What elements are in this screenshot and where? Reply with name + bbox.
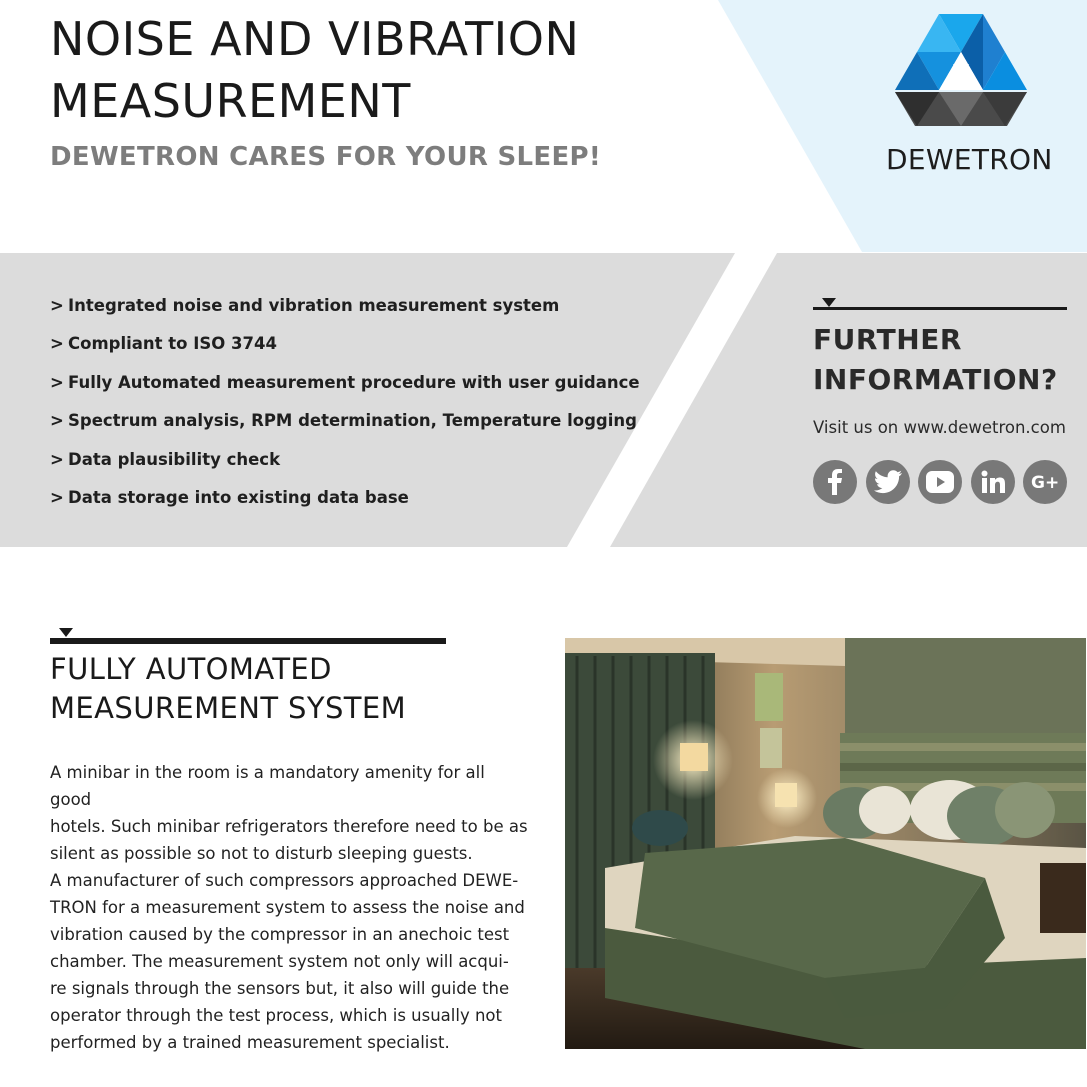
paragraph-intro: A minibar in the room is a mandatory amenity for all good hotels. Such minibar refrigerators therefore need to be as silent as possible so not to disturb sleeping guests. <box>50 763 528 863</box>
brand-name: DEWETRON <box>886 143 1053 176</box>
list-marker: > <box>50 372 64 392</box>
list-item: > Data plausibility check <box>50 447 640 485</box>
page-title <box>50 8 690 132</box>
section-rule <box>50 638 446 644</box>
social-links <box>813 460 1067 504</box>
svg-text:G+: G+ <box>1031 473 1060 492</box>
list-item: > Spectrum analysis, RPM determination, Temperature logging <box>50 408 640 446</box>
paragraph-details: A manufacturer of such compressors approached DEWE- TRON for a measurement system to assess the noise and vibration caused by the compressor in an anechoic test chamber. The measurement system not only will acqui- re signals through the sensors but, it also will guide the operator through the test process, which is usually not performed by a trained measurement specialist. <box>50 871 525 1052</box>
linkedin-icon[interactable] <box>971 460 1015 504</box>
list-marker: > <box>50 449 64 469</box>
title-line-1: NOISE AND VIBRATION <box>50 12 580 66</box>
facebook-icon[interactable] <box>813 460 857 504</box>
list-marker: > <box>50 487 64 507</box>
section-rule <box>813 307 1067 310</box>
list-marker: > <box>50 411 64 431</box>
list-marker: > <box>50 296 64 315</box>
hotel-bedroom-photo <box>565 638 1086 1049</box>
section-marker-triangle <box>59 628 73 637</box>
website-text: Visit us on www.dewetron.com <box>813 418 1066 437</box>
title-line-2: MEASUREMENT <box>50 74 411 128</box>
dewetron-logo-icon <box>895 12 1027 128</box>
list-item: > Compliant to ISO 3744 <box>50 331 640 369</box>
list-item: > Fully Automated measurement procedure with user guidance <box>50 370 640 408</box>
twitter-icon[interactable] <box>866 460 910 504</box>
google-plus-icon[interactable] <box>1023 460 1067 504</box>
feature-list <box>50 293 640 523</box>
further-information-heading: FURTHER INFORMATION? <box>813 323 1058 396</box>
list-item: > Data storage into existing data base <box>50 485 640 523</box>
section-heading: FULLY AUTOMATED MEASUREMENT SYSTEM <box>50 652 407 725</box>
youtube-icon[interactable] <box>918 460 962 504</box>
section-marker-triangle <box>822 298 836 307</box>
list-marker: > <box>50 334 64 354</box>
list-item: > Integrated noise and vibration measurement system <box>50 293 640 331</box>
page-subtitle: DEWETRON CARES FOR YOUR SLEEP! <box>50 142 602 172</box>
